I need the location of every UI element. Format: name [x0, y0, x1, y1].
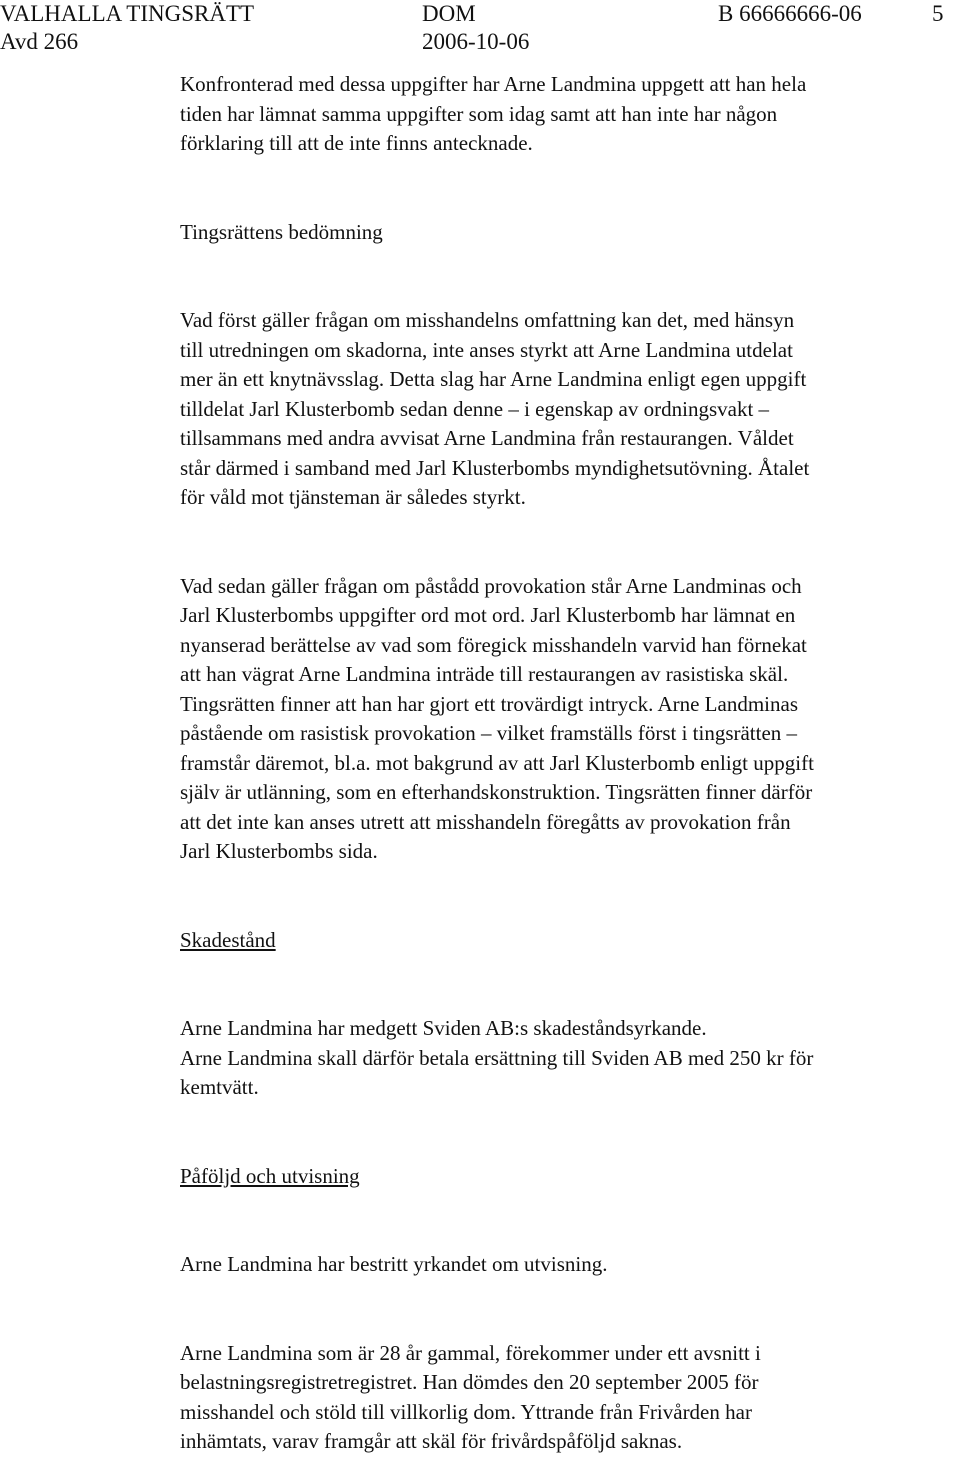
- text-line: Konfronterad med dessa uppgifter har Arne Landmina uppgett att han hela: [180, 72, 807, 96]
- paragraph-assessment-provocation: [180, 572, 952, 867]
- text-line: inhämtats, varav framgår att skäl för frivårdspåföljd saknas.: [180, 1429, 683, 1453]
- header-court: VALHALLA TINGSRÄTT: [0, 1, 255, 26]
- text-line: att det inte kan anses utrett att misshandeln föregåtts av provokation från: [180, 809, 791, 834]
- text-line: Tingsrätten finner att han har gjort ett trovärdigt intryck. Arne Landminas: [180, 691, 798, 716]
- text-line: Arne Landmina har bestritt yrkandet om utvisning.: [180, 1252, 608, 1276]
- paragraph-damages: [180, 1014, 952, 1103]
- text-line: misshandel och stöld till villkorlig dom. Yttrande från Frivården har: [180, 1399, 752, 1424]
- text-line: står därmed i samband med Jarl Klusterbombs myndighetsutövning. Åtalet: [180, 455, 810, 480]
- text-line: själv är utlänning, som en efterhandskonstruktion. Tingsrätten finner därför: [180, 780, 813, 804]
- text-line: Arne Landmina skall därför betala ersättning till Sviden AB med 250 kr för: [180, 1045, 814, 1070]
- paragraph-assessment-extent: [180, 306, 952, 513]
- text-line: nyanserad berättelse av vad som föregick misshandeln varvid han förnekat: [180, 632, 807, 657]
- paragraph-criminal-record: [180, 1339, 952, 1457]
- text-line: Jarl Klusterbombs uppgifter ord mot ord. Jarl Klusterbomb har lämnat en: [180, 603, 796, 627]
- header-date: 2006-10-06: [422, 29, 530, 54]
- text-line: Jarl Klusterbombs sida.: [180, 839, 378, 863]
- heading-skadestand: Skadestånd: [180, 927, 276, 952]
- text-line: att han vägrat Arne Landmina inträde till restaurangen av rasistiska skäl.: [180, 662, 789, 686]
- text-line: framstår däremot, bl.a. mot bakgrund av att Jarl Klusterbomb enligt uppgift: [180, 750, 814, 775]
- document-body: [180, 70, 952, 1457]
- text-line: för våld mot tjänsteman är således styrkt.: [180, 485, 526, 509]
- text-line: Vad sedan gäller frågan om påstådd provokation står Arne Landminas och: [180, 573, 802, 598]
- text-line: Vad först gäller frågan om misshandelns omfattning kan det, med hänsyn: [180, 308, 795, 332]
- paragraph-confrontation: [180, 70, 952, 159]
- text-line: påstående om rasistisk provokation – vilket framställs först i tingsrätten –: [180, 721, 798, 745]
- text-line: kemtvätt.: [180, 1075, 259, 1099]
- header-page-number: 5: [932, 1, 944, 26]
- text-line: tiden har lämnat samma uppgifter som idag samt att han inte har någon: [180, 101, 778, 126]
- heading-tingsrattens-bedomning: Tingsrättens bedömning: [180, 219, 383, 244]
- header-doc-type: DOM: [422, 1, 476, 26]
- heading-pafoljd-och-utvisning: Påföljd och utvisning: [180, 1163, 360, 1188]
- text-line: tillsammans med andra avvisat Arne Landmina från restaurangen. Våldet: [180, 426, 794, 450]
- paragraph-deportation-contested: [180, 1250, 952, 1280]
- text-line: Arne Landmina har medgett Sviden AB:s skadeståndsyrkande.: [180, 1016, 707, 1040]
- header-division: Avd 266: [0, 29, 79, 54]
- text-line: Arne Landmina som är 28 år gammal, förekommer under ett avsnitt i: [180, 1340, 761, 1365]
- text-line: belastningsregistretregistret. Han dömdes den 20 september 2005 för: [180, 1370, 759, 1394]
- text-line: förklaring till att de inte finns antecknade.: [180, 131, 533, 155]
- text-line: mer än ett knytnävsslag. Detta slag har Arne Landmina enligt egen uppgift: [180, 367, 807, 391]
- text-line: till utredningen om skadorna, inte anses styrkt att Arne Landmina utdelat: [180, 337, 793, 362]
- text-line: tilldelat Jarl Klusterbomb sedan denne – i egenskap av ordningsvakt –: [180, 396, 770, 421]
- header-case-number: B 66666666-06: [718, 1, 862, 26]
